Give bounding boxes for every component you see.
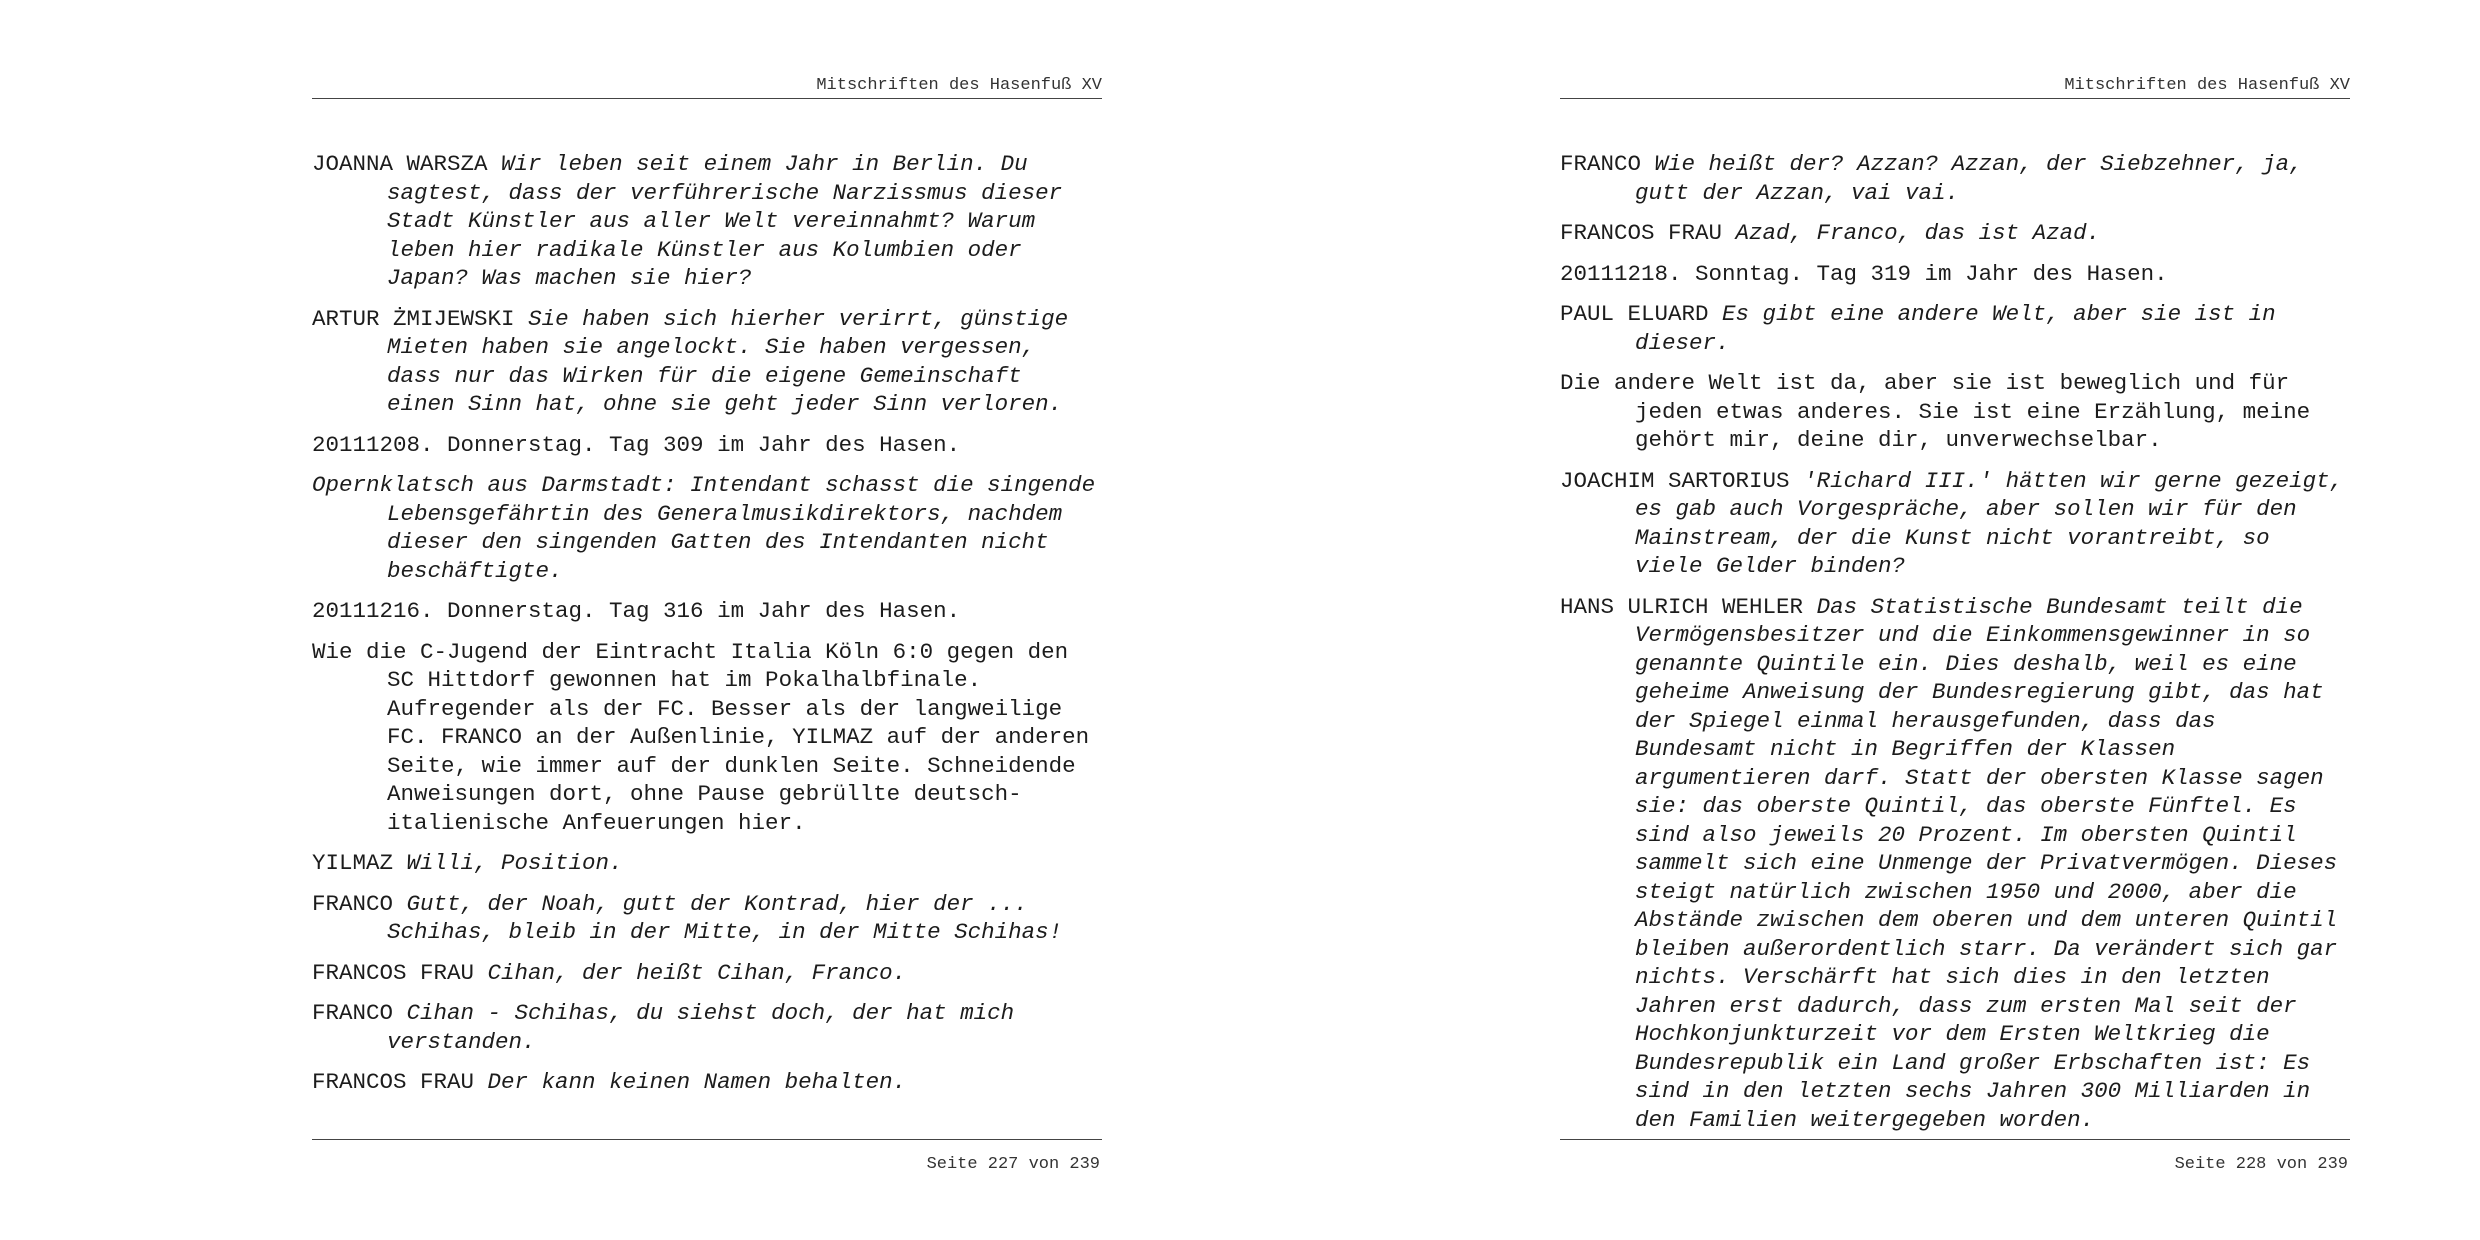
dialogue-paragraph <box>1560 150 2350 207</box>
speaker-name: ARTUR ŻMIJEWSKI <box>312 305 515 332</box>
right-page <box>1560 0 2350 1240</box>
header-rule <box>1560 98 2350 99</box>
dialogue-paragraph <box>312 959 1102 988</box>
paragraph-text: 20111218. Sonntag. Tag 319 im Jahr des Hasen. <box>1560 260 2168 287</box>
spoken-text: Willi, Position. <box>406 850 623 876</box>
dialogue-paragraph <box>1560 219 2350 248</box>
speaker-name: FRANCOS FRAU <box>312 959 475 986</box>
paragraph-text: Wie die C-Jugend der Eintracht Italia Köln 6:0 gegen den SC Hittdorf gewonnen hat im Pokalhalbfinale. Aufregender als der FC. Besser als der langweilige FC. FRANCO an der Außenlinie, YILMAZ auf der anderen Seite, wie immer auf der dunklen Seite. Schneidende Anweisungen dort, ohne Pause gebrüllte deutsch-italienische Anfeuerungen hier. <box>312 638 1090 836</box>
page-number: Seite 228 von 239 <box>2174 1155 2348 1174</box>
paragraph-text: 20111208. Donnerstag. Tag 309 im Jahr des Hasen. <box>312 431 961 458</box>
page-header: Mitschriften des Hasenfuß XV <box>2064 76 2350 95</box>
spoken-text: Sie haben sich hierher verirrt, günstige Mieten haben sie angelockt. Sie haben vergessen, dass nur das Wirken für die eigene Gemeinschaft einen Sinn hat, ohne sie geht jeder Sinn verloren. <box>387 305 1069 417</box>
footer-rule <box>312 1139 1102 1140</box>
paragraph-text: 20111216. Donnerstag. Tag 316 im Jahr des Hasen. <box>312 598 961 624</box>
dialogue-paragraph <box>312 305 1102 419</box>
speaker-name: YILMAZ <box>312 850 394 876</box>
spoken-text: Cihan - Schihas, du siehst doch, der hat mich verstanden. <box>387 1000 1015 1055</box>
spoken-text: Das Statistische Bundesamt teilt die Vermögensbesitzer und die Einkommensgewinner in so genannte Quintile ein. Dies deshalb, weil es eine geheime Anweisung der Bundesregierung gibt, das hat der Spiegel einmal herausgefunden, dass das Bundesamt nicht in Begriffen der Klassen argumentieren darf. Statt der obersten Klasse sagen sie: das oberste Quintil, das oberste Fünftel. Es sind also jeweils 20 Prozent. Im obersten Quintil sammelt sich eine Unmenge der Privatvermögen. Dieses steigt natürlich zwischen 1950 und 2000, aber die Abstände zwischen dem oberen und dem unteren Quintil bleiben außerordentlich starr. Da verändert sich gar nichts. Verschärft hat sich dies in den letzten Jahren erst dadurch, dass zum ersten Mal seit der Hochkonjunkturzeit vor dem Ersten Weltkrieg die Bundesrepublik ein Land großer Erbschaften ist: Es sind in den letzten sechs Jahren 300 Milliarden in den Familien weitergegeben worden. <box>1635 593 2338 1133</box>
speaker-name: HANS ULRICH WEHLER <box>1560 593 1804 620</box>
spoken-text: 'Richard III.' hätten wir gerne gezeigt, es gab auch Vorgespräche, aber sollen wir für den Mainstream, der die Kunst nicht vorantreibt, so viele Gelder binden? <box>1635 467 2344 579</box>
text-paragraph <box>312 471 1102 585</box>
speaker-name: FRANCOS FRAU <box>1560 220 1723 246</box>
spoken-text: Gutt, der Noah, gutt der Kontrad, hier der ... Schihas, bleib in der Mitte, in der Mitte Schihas! <box>387 890 1063 945</box>
dialogue-paragraph <box>312 150 1102 293</box>
text-paragraph <box>312 431 1102 460</box>
page-body <box>1560 150 2350 1146</box>
paragraph-text: Die andere Welt ist da, aber sie ist beweglich und für jeden etwas anderes. Sie ist eine Erzählung, meine gehört mir, deine dir, unverwechselbar. <box>1560 370 2311 453</box>
speaker-name: FRANCO <box>312 1000 394 1026</box>
speaker-name: JOACHIM SARTORIUS <box>1560 467 1790 494</box>
spoken-text: Wir leben seit einem Jahr in Berlin. Du sagtest, dass der verführerische Narzissmus dieser Stadt Künstler aus aller Welt vereinnahmt? Warum leben hier radikale Künstler aus Kolumbien oder Japan? Was machen sie hier? <box>387 151 1063 291</box>
dialogue-paragraph <box>312 890 1102 947</box>
spoken-text: Azad, Franco, das ist Azad. <box>1735 220 2101 246</box>
spoken-text: Der kann keinen Namen behalten. <box>487 1069 907 1095</box>
dialogue-paragraph <box>312 849 1102 878</box>
text-paragraph <box>1560 260 2350 289</box>
paragraph-text: Opernklatsch aus Darmstadt: Intendant schasst die singende Lebensgefährtin des Generalmusikdirektors, nachdem dieser den singenden Gatten des Intendanten nicht beschäftigte. <box>312 472 1096 584</box>
speaker-name: FRANCO <box>312 890 394 917</box>
dialogue-paragraph <box>1560 300 2350 357</box>
text-paragraph <box>312 638 1102 838</box>
header-rule <box>312 98 1102 99</box>
footer-rule <box>1560 1139 2350 1140</box>
text-paragraph <box>1560 369 2350 455</box>
page-number: Seite 227 von 239 <box>926 1155 1100 1174</box>
dialogue-paragraph <box>312 999 1102 1056</box>
speaker-name: PAUL ELUARD <box>1560 301 1709 327</box>
dialogue-paragraph <box>1560 467 2350 581</box>
dialogue-paragraph <box>1560 593 2350 1135</box>
left-page <box>312 0 1102 1240</box>
text-paragraph <box>312 597 1102 626</box>
speaker-name: FRANCOS FRAU <box>312 1069 475 1095</box>
page-header: Mitschriften des Hasenfuß XV <box>816 76 1102 95</box>
dialogue-paragraph <box>312 1068 1102 1097</box>
spoken-text: Es gibt eine andere Welt, aber sie ist in dieser. <box>1635 301 2276 356</box>
speaker-name: FRANCO <box>1560 151 1642 177</box>
page-body <box>312 150 1102 1109</box>
speaker-name: JOANNA WARSZA <box>312 151 488 177</box>
spoken-text: Cihan, der heißt Cihan, Franco. <box>487 959 907 986</box>
spoken-text: Wie heißt der? Azzan? Azzan, der Siebzehner, ja, gutt der Azzan, vai vai. <box>1635 151 2303 206</box>
